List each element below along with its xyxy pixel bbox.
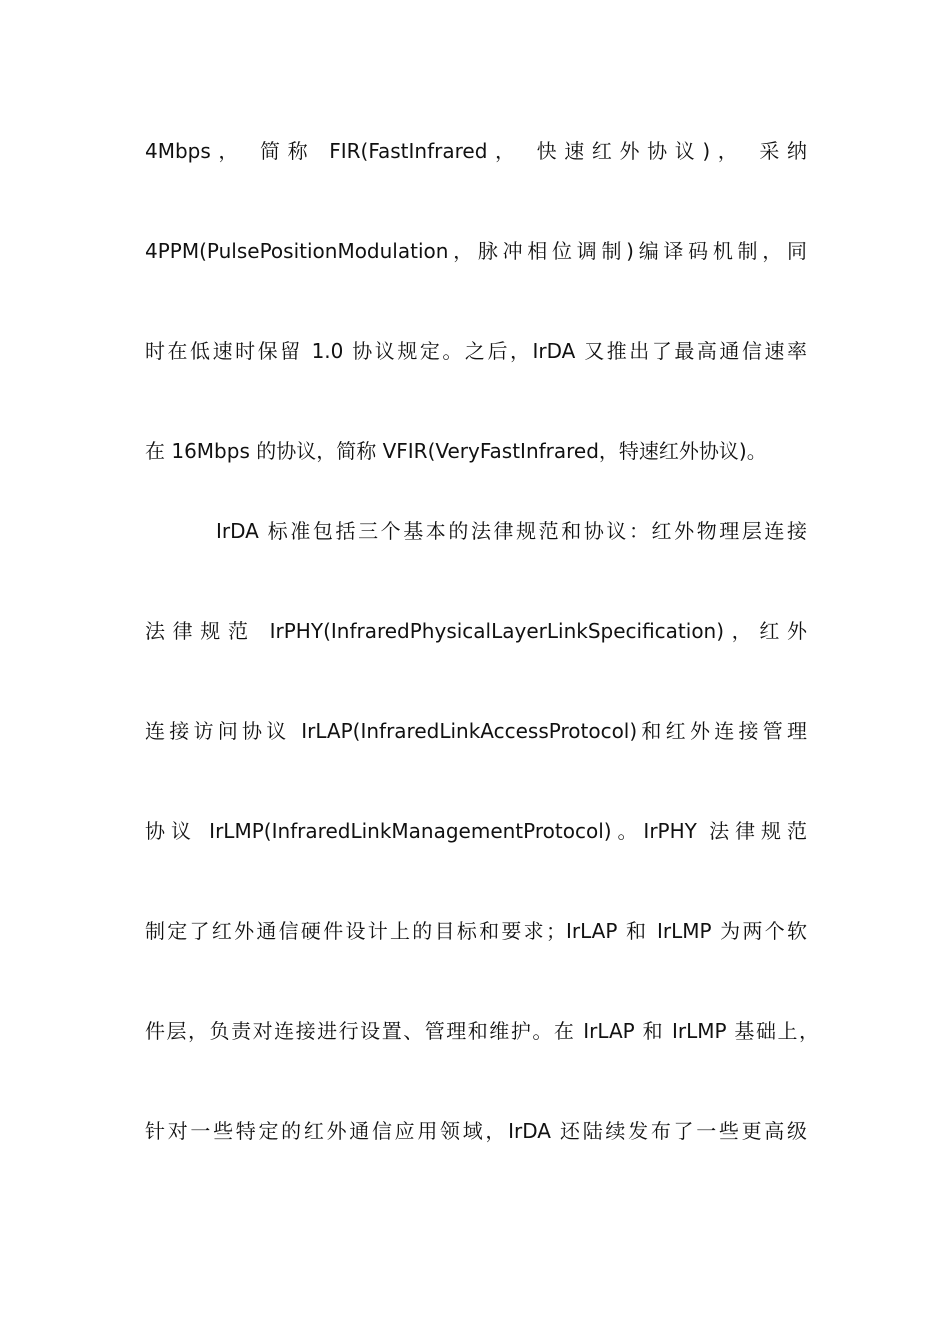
paragraph-line: 4Mbps， 简称 FIR(FastInfrared， 快速红外协议)， 采纳: [145, 139, 807, 163]
paragraph-line: 针对一些特定的红外通信应用领域，IrDA 还陆续发布了一些更高级: [145, 1119, 807, 1143]
paragraph-line: 件层，负责对连接进行设置、管理和维护。在 IrLAP 和 IrLMP 基础上，: [145, 1019, 819, 1043]
paragraph-line: 制定了红外通信硬件设计上的目标和要求；IrLAP 和 IrLMP 为两个软: [145, 919, 807, 943]
paragraph-line: 在 16Mbps 的协议，简称 VFIR(VeryFastInfrared，特速红外协议)。: [145, 439, 767, 463]
paragraph-line: 时在低速时保留 1.0 协议规定。之后，IrDA 又推出了最高通信速率: [145, 339, 807, 363]
paragraph-line: 协议 IrLMP(InfraredLinkManagementProtocol)。IrPHY 法律规范: [145, 819, 807, 843]
paragraph-line: 连接访问协议 IrLAP(InfraredLinkAccessProtocol)和红外连接管理: [145, 719, 807, 743]
paragraph-line: 4PPM(PulsePositionModulation，脉冲相位调制)编译码机制，同: [145, 239, 807, 263]
paragraph-first-line: IrDA 标准包括三个基本的法律规范和协议：红外物理层连接: [216, 519, 807, 543]
paragraph-line: 法律规范 IrPHY(InfraredPhysicalLayerLinkSpecification)，红外: [145, 619, 807, 643]
